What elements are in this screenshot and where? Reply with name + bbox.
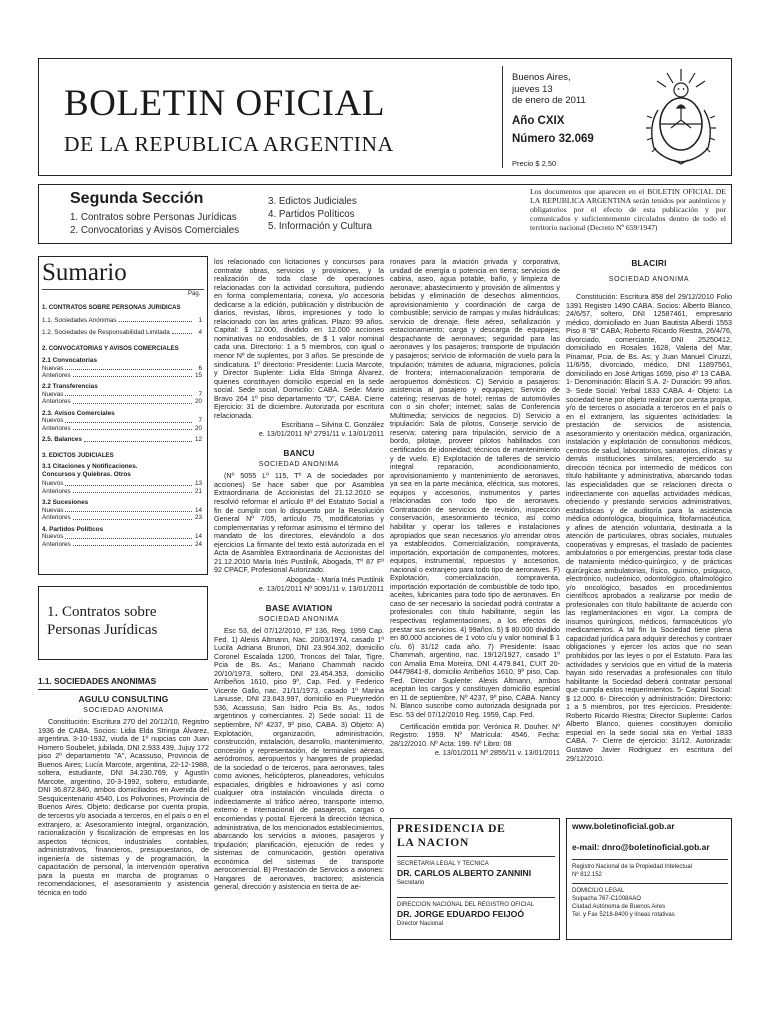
sumario-pag-label: Pág. [188, 291, 201, 297]
director-role: Director Nacional [397, 921, 444, 927]
toc-subheading: 2.1 Convocatorias [42, 357, 98, 364]
toc-dots [84, 436, 192, 441]
domicilio-phone: Tel. y Fax 5218-8400 y líneas rotativas [572, 912, 675, 918]
toc-page: 23 [194, 514, 202, 522]
issue-date [512, 72, 586, 107]
date-line: Buenos Aires, [512, 72, 571, 83]
masthead-subtitle: DE LA REPUBLICA ARGENTINA [64, 132, 394, 156]
notice-reference: e. 13/01/2011 Nº 3091/11 v. 13/01/2011 [258, 583, 384, 593]
notice-subtitle: SOCIEDAD ANONIMA [83, 707, 164, 714]
secretario-name: DR. CARLOS ALBERTO ZANNINI [397, 868, 532, 878]
domicilio-city: Ciudad Autónoma de Buenos Aires [572, 904, 666, 910]
toc-dots [73, 514, 192, 519]
toc-label: Nuevos [42, 417, 64, 425]
toc-page: 4 [198, 329, 202, 336]
toc-dots [65, 533, 192, 538]
toc-dots [73, 541, 192, 546]
presidencia-title: LA NACION [397, 837, 470, 849]
column-2 [214, 258, 384, 1024]
toc-dots [172, 329, 192, 334]
notice-title: AGULU CONSULTING [78, 694, 169, 704]
toc-page: 7 [198, 417, 202, 425]
toc-page: 14 [194, 506, 202, 514]
notice-reference: e. 13/01/2011 Nº 2855/11 v. 13/01/2011 [434, 748, 560, 758]
column-1 [38, 694, 209, 1024]
secretario-role: Secretario [397, 880, 425, 886]
toc-row[interactable] [42, 391, 202, 398]
notice-reference: e. 13/01/2011 Nº 2791/11 v. 13/01/2011 [258, 429, 384, 439]
presidencia-content [397, 822, 555, 928]
notice-signature: Escribana – Silvina C. González [281, 420, 384, 430]
toc-subheading: 2.2 Transferencias [42, 383, 98, 391]
issue-year: Año CXIX [512, 115, 565, 127]
notice-subtitle: SOCIEDAD ANONIMA [258, 615, 340, 623]
toc-row[interactable] [42, 398, 202, 405]
column-3 [390, 258, 560, 812]
toc-row[interactable] [42, 317, 202, 324]
notice-signature: Abogada - María Inés Pustilnik [286, 574, 384, 584]
toc-page: 6 [198, 364, 202, 372]
notice-body: Constitución: Escritura 270 del 20/12/10, Registro 1936 de CABA. Socios: Lidia Elda Stringa Álvarez, argentina, 3-10-1932, viuda de 1º nupcias con Juan Homero Soubelet, jubilada, DNI 2.933.439, Jujuy 172 piso 2º departamento "A", Acassuso, Provincia de Buenos Aires; Lucía Marcote, argentina, 22-12-1988, soltera, estudiante, DNI 34.230.769, y Agustín Marcote, argentino, 20-3-1992, soltero, estudiante, DNI 36.872.840, ambos domiciliados en Avenida del Sesquicentenario 4540, Los Polvorines, Provincia de Buenos Aires. Objeto: dedicarse por cuenta propia, de terceros y/o asociada a terceros, en el país o en el extranjero, a: Asesoramiento integral, organización, racionalización y fiscalización de empresas en los aspectos técnicos, industriales contables, administrativos, financieros, presupuestarios, de ingeniería de sistemas y de programación, la capacitación de personal, la intervención operativa para la puesta en marcha de programas o recomendaciones, el asesoramiento y asistencia técnica en todo [38, 717, 209, 897]
footer-rule [572, 859, 728, 860]
toc-row[interactable] [42, 514, 202, 521]
notice-certification: Certificación emitida por: Verónica R. Douher. Nº Registro: 1959. Nº Matrícula: 4546. Fecha: 28/12/2010. Nº Acta: 199. Nº Libro: 08 [390, 721, 560, 748]
section-item: 1. Contratos sobre Personas Jurídicas [70, 212, 237, 223]
toc-label: Anteriores [42, 540, 71, 548]
contratos-line: Personas Jurídicas [47, 622, 158, 638]
toc-row[interactable] [42, 488, 202, 495]
toc-subheading: 3.1 Citaciones y Notificaciones. Concursos y Quiebras. Otros [42, 463, 138, 478]
website-link[interactable]: www.boletinoficial.gob.ar [572, 821, 675, 831]
contact-content [572, 820, 728, 919]
toc-page: 20 [194, 398, 202, 406]
toc-label: 1.2. Sociedades de Responsabilidad Limitada [42, 329, 170, 336]
director-name: DR. JORGE EDUARDO FEIJOÓ [397, 909, 525, 919]
domicilio-address: Suipacha 767-C1008AAO [572, 896, 642, 902]
masthead-divider [502, 66, 503, 168]
toc-label: Nuevas [42, 364, 64, 372]
sumario-contents [42, 300, 202, 548]
notice-title: BANCU [283, 448, 315, 459]
footer-rule [572, 883, 728, 884]
toc-label: Anteriores [42, 514, 71, 522]
toc-heading: 3. EDICTOS JUDICIALES [42, 451, 114, 459]
toc-row[interactable] [42, 533, 202, 540]
issue-number: Número 32.069 [512, 133, 594, 145]
toc-row[interactable] [42, 365, 202, 372]
toc-row[interactable] [42, 425, 202, 432]
toc-label: 2.5. Balances [42, 436, 82, 444]
toc-row[interactable] [42, 480, 202, 487]
toc-dots [65, 507, 192, 512]
presidencia-title: PRESIDENCIA DE [397, 823, 506, 835]
toc-page: 21 [194, 487, 202, 495]
toc-label: Nuevos [42, 533, 64, 541]
toc-row[interactable] [42, 329, 202, 336]
toc-label: 1.1. Sociedades Anónimas [42, 316, 117, 324]
toc-heading: 1. CONTRATOS SOBRE PERSONAS JURIDICAS [42, 304, 181, 311]
toc-row[interactable] [42, 507, 202, 514]
notice-subtitle: SOCIEDAD ANONIMA [608, 276, 690, 283]
toc-subheading: 4. Partidos Políticos [42, 525, 104, 533]
date-line: de enero de 2011 [512, 95, 586, 106]
toc-dots [73, 488, 192, 493]
toc-dots [119, 317, 192, 322]
toc-page: 1 [198, 316, 202, 324]
legal-notice: Los documentos que aparecen en el BOLETIN OFICIAL DE LA REPUBLICA ARGENTINA serán tenidos por auténticos y obligatorios por el efecto de esta publicación y por comunicados y suficientemente circulados dentro de todo el territorio nacional (Decreto Nº 659/1947) [530, 187, 726, 233]
section-item: 2. Convocatorias y Avisos Comerciales [70, 224, 240, 236]
toc-row[interactable] [42, 436, 202, 443]
toc-subheading: 2.3. Avisos Comerciales [42, 409, 115, 417]
section-item: 5. Información y Cultura [268, 221, 373, 232]
masthead-title: BOLETIN OFICIAL [64, 83, 385, 124]
notice-body: ronaves para la aviación privada y corporativa, unidad de energía o potencia en tierra; servicios de cabina, aseo, agua potable, baño, y limpieza de aeronave; abastecimiento y provisión de alimentos y bebidas y eliminación de desechos alimenticios, aprovisionamiento y coordinación de carga de combustible; servicio de rampas y mulas hidráulicas; servicio de drenaje, flete aéreo, señalización y estacionamiento; carga y descarga de equipajes; despachante de aeronaves; seguridad para las aeronaves y los pasajeros; transporte de tripulación y pasajeros; servicio de información de vuelo para la tripulación; trámites de aduana, migraciones, policía de frontera; internacionalización temporaria de aeropuertos domésticos. C) Servicio a pasajeros: asistencia al pasajero y equipajes; Servicio de catering; reservas de hotel; rentas de automóviles con o sin chofer; internet; salas de Conferencia Multimedia; servicios de negocios. D) Servicio a tripulación: Sala de pilotos, Conserje servicio de reserva; catering para tripulación, servicio de a bordo, pilotaje, proveer pilotos habilitados con certificados de idoneidad; técnicos de mantenimiento y de vuelo. E) Explotación de talleres de servicio integral reparación, acondicionamiento, aprovisionamiento y mantenimiento de aeronaves, ya sea en la parte mecánica, eléctrica, sus motores, equipos y accesorios, instrumentos y partes relacionadas con todo tipo de aeronaves. Contratación de servicios de revisión, inspección conservación, asesoramiento técnico, así como habilitar y operar los talleres e instalaciones apropiados que sean necesarios y/o arrendar otros ya establecidos. Comercialización, compraventa, importación, exportación de componentes, motores, equipos, instrumental, repuestos y accesorios, nacional o extranjero para todo tipo de aeronaves. F) Explotación, comercialización, compraventa, importación exportación de combustible de todo tipo, aceites, lubricantes para todo tipo de aeronaves. En caso de ser necesario la sociedad podrá contratar a profesionales con título habilitante, según las respectivas reglamentaciones, a los efectos de prestar sus servicios. 4) 99años. 5) $ 80.000 dividido en 80.000 acciones de 1 voto c/u y valor nominal $ 1 c/u. 6) 31/12 cada año. 7) Presidente: Isaac Chammah, argentino, nac. 19/12/1927, casado 1º con Amalia Ema Moreira, DNI 4.479.841, CUIT 20-04479841-8, domicilio Arribeños 1610, 9º piso, Cap. Fed. Director Suplente: Alexis Altmann, ambos aceptan los cargos y constituyen domicilio especial en 11 de septiembre, Nº 4237, 9º piso, CABA. Nancy N. Blanco suscribe como autorizada designada por Esc. 53 del 07/12/2010 Reg. 1959, Cap. Fed. [390, 258, 560, 719]
toc-label: Nuevas [42, 391, 64, 398]
notice-body: Esc 53, del 07/12/2010, Fº 136, Reg. 1959 Cap. Fed. 1) Alexis Altmann, Nac. 20/03/1974, casado 1º Lucila Adriana Brunori, DNI 23.904.302, domicilio Coronel Escalada 1200, Troncos del Talar, Tigre, Pcia de Bs. As.; Mariano Chammah nacido 20/10/1973, soltero, DNI 23.454.353, domicilio Arribeños 1610, piso 9º, Cap. Fed. y Federico Vicente Gallo, nac. 21/11/1973, casado 1º Marina Lanusse, DNI 23.643.997, domicilio en Pueyrredón 536, Acassuso, San Isidro Pcia Bs. As., todos argentinos y comerciantes. 2) Sede social: 11 de septiembre, Nº 4237, 9º piso, CABA. 3) Objeto: A) Explotación, organización, administración, construcción, instalación, desarrollo, mantenimiento, concesión y representación, de terminales aéreas, aeródromos, aeropuertos y hangares de propiedad de la sociedad o de terceros, para aeronaves, tales como aviones, helicópteros, planeadores, vehículos espaciales, dirigibles e hidroaviones y así como cualquier otra instalación vinculada directa o indirectamente al tráfico aéreo, transporte interno, externo e internacional de pasajeros, cargas o encomiendas y postal. Ejercerá la dirección técnica, administrativa, de los mencionados establecimientos, abarcando los servicios a aviones, pasajeros y tripulación; planificación, ejecución de redes y sistemas de comunicación, gestión operativa económica del sistemas de transporte aerocomercial. B) Prestación de Servicios a aviones: Hangares de aeronaves, tractoreo; asistencia general, dirección y asistencia en tierra de ae- [214, 625, 384, 892]
toc-label: Anteriores [42, 487, 71, 495]
toc-row[interactable] [42, 541, 202, 548]
section-heading-rule [38, 689, 208, 690]
toc-heading: 2. CONVOCATORIAS Y AVISOS COMERCIALES [42, 345, 179, 353]
notice-title: BASE AVIATION [265, 602, 333, 613]
toc-dots [73, 398, 192, 403]
toc-label: Nuevos [42, 480, 64, 488]
toc-dots [65, 417, 192, 422]
notice-body: Constitución: Escritura 858 del 29/12/2010 Folio 1391 Registro 1490 CABA. Socios: Alberto Blanco, 24/6/57, soltero, DNI 12587461, empresario médico, domiciliado en Juan Bautista Alberdi 1553 Piso 8 "B" CABA; Roberto Ricardo Riestra, 26/4/76, divorciado, comerciante, DNI 25250412, domiciliado en Rosales 1628, Valeria del Mar, Pinamar, Pcia. de Bs. As; y Juan Manuel Ciruzzi, 11/6/55, divorciado, médico, DNI 11897561, domiciliado en José Artigas 1659, piso 4º 13 CABA. 1- Denominación: Blaciri S.A. 2- Duración: 99 años. 3- Sede Social: Yerbal 1833 CABA. 4- Objeto: La sociedad tiene por objeto realizar por cuenta propia, y/o de terceros o asociada a terceros en el país o en el extranjero, las siguientes actividades: la prestación de servicios de asistencia, asesoramiento y orientación médica, organización, instalación y explotación de consultorios médicos, centros de salud, laboratorios, sanatorios, clínicas y demás instituciones similares, ejerciendo su dirección técnica por intermedio de médicos con título habilitante y administrativa, abarcando todas las especialidades que se relacionen directa o indirectamente con aquellas actividades médicas, ofreciendo y prestando servicios administrativos, estadísticas y de auditoría para la asistencia médica odontológica, bioquímica, fitofarmacéutica, y afines de atención voluntaria, destinada a la atención de particulares, obras sociales, mutuales cooperativas y empresas, el traslado de pacientes ambulatorios o por emergencias, prestar toda clase de tratamiento médico-quirúrgico, y de prácticas quirúrgicas ambulatorias, físico, químico, psíquico, electrónico, nucleónico, odontológico, oftalmológico y/o oncológico, basados en procedimientos científicos aprobados a realizarse por medio de profesionales con título habilitante de acuerdo con las reglamentaciones en vigor. La compra de insumos quirúrgicos, médicos, farmacéuticos y/o medicamentos. A tal fin la Sociedad tiene plena capacidad jurídica para adquirir derechos y contraer obligaciones y ejercer los actos que no sean prohibidos por las leyes o por el Estatuto. Para las actividades y servicios que en virtud de la materia hayan sido reservadas a profesionales con título habilitante la Sociedad deberá contratar personal que cumpla estos requerimientos. 5- Capital Social: $ 12.000. 6- Dirección y administración: Directorio: 1 a 5 miembros, por tres ejercicios. Presidente: Roberto Ricardo Riestra; Director Suplente: Carlos Alberto Blanco, quienes constituyen domicilio especial en la sede social sita en Yerbal 1833 CABA. 7- Cierre de ejercicio: 31/12. Autorizada: Gustavo Javier Rodriguez en escritura del 29/12/2010. [566, 292, 732, 763]
notice-body: (Nº 5055 Lº 115, Tº A de sociedades por acciones) Se hace saber que por Asamblea Extraordinaria de Accionistas del 21.12.2010 se resolvió reformar el artículo 8º del Estatuto Social a fin de cumplir con lo dispuesto por la Resolución General Nº 7/05, artículo 75, modificatorias y complementarias y reformar asimismo el término del mandato de los directores, elevándolo a dos ejercicios La firmante del texto está autorizada en el Acta de Asamblea Extraordinaria de Accionistas del 21.12.2010 María Inés Pustilnik, Abogada, Tº 87 Fº 92 CPACF, Profesional Autorizado. [214, 471, 384, 575]
toc-dots [73, 372, 192, 377]
registro-number: Nº 812.152 [572, 872, 602, 878]
sumario-title: Sumario [42, 259, 127, 286]
direccion-label: DIRECCION NACIONAL DEL REGISTRO OFICIAL [397, 902, 534, 908]
toc-subheading: 3.2 Sucesiones [42, 499, 89, 507]
toc-row[interactable] [42, 417, 202, 424]
footer-rule [397, 856, 555, 857]
secretaria-label: SECRETARIA LEGAL Y TECNICA [397, 861, 489, 867]
toc-label: Anteriores [42, 424, 71, 432]
notice-title: BLACIRI [631, 258, 667, 268]
toc-row[interactable] [42, 372, 202, 379]
footer-rule [397, 897, 555, 898]
toc-page: 14 [194, 533, 202, 541]
notice-subtitle: SOCIEDAD ANONIMA [258, 461, 340, 469]
section-list-left [70, 212, 239, 237]
toc-dots [73, 425, 192, 430]
column-4 [566, 258, 732, 814]
toc-page: 15 [194, 372, 202, 379]
sumario-rule [42, 289, 204, 290]
date-line: jueves 13 [512, 83, 553, 95]
issue-price: Precio $ 2,50 [512, 159, 557, 168]
toc-dots [65, 480, 192, 485]
notice-body: los relacionado con licitaciones y concursos para contratar obras, servicios y provisiones, y la realización de toda clase de operaciones relacionadas con la actividad consultora, pudiendo en forma complementaria, conexa, y/o accesoria dedicarse a la edición, publicación y distribución de diarios, revistas, libros, impresiones y todo lo relacionado con las artes gráficas. Plazo: 99 años. Capital: $ 12.000, dividido en 12.000 acciones nominativas no endosables, de $ 1 valor nominal cada una. Directorio: 1 a 5 miembros, con igual o menor Nº de suplentes, por 3 años. Se prescinde de sindicatura. 1º directorio: Presidente: Lucía Marcote, y Director Suplente: Lidia Elda Stringa Álvarez, quienes constituyen domicilio especial en la sede social. Sede social, Domicilio: CABA. Sede: Mario Bravo 264 1º piso departamento "D", CABA. Cierre Ejercicio: 31 de diciembre. Autorizada por escritura relacionada. [214, 258, 384, 420]
section-title: Segunda Sección [70, 190, 204, 207]
toc-page: 12 [194, 436, 202, 444]
toc-page: 7 [198, 391, 202, 398]
toc-page: 13 [194, 480, 202, 488]
registro-label: Registro Nacional de la Propiedad Intelectual [572, 864, 693, 870]
section-heading-1-1: 1.1. SOCIEDADES ANONIMAS [38, 676, 157, 686]
section-item: 3. Edictos Judiciales [268, 196, 357, 207]
toc-label: Nuevas [42, 506, 64, 514]
toc-page: 20 [194, 424, 202, 432]
contratos-heading [47, 603, 157, 639]
domicilio-label: DOMICILIO LEGAL [572, 888, 625, 894]
toc-page: 24 [194, 540, 202, 548]
contratos-line: 1. Contratos sobre [47, 604, 157, 620]
toc-dots [65, 391, 192, 396]
toc-label: Anteriores [42, 398, 71, 406]
coat-of-arms-icon [640, 66, 722, 166]
section-item: 4. Partidos Políticos [268, 208, 355, 220]
email-link[interactable]: e-mail: dnro@boletinoficial.gob.ar [572, 842, 710, 852]
toc-dots [65, 365, 192, 370]
toc-label: Anteriores [42, 372, 71, 379]
section-list-right [268, 196, 372, 234]
